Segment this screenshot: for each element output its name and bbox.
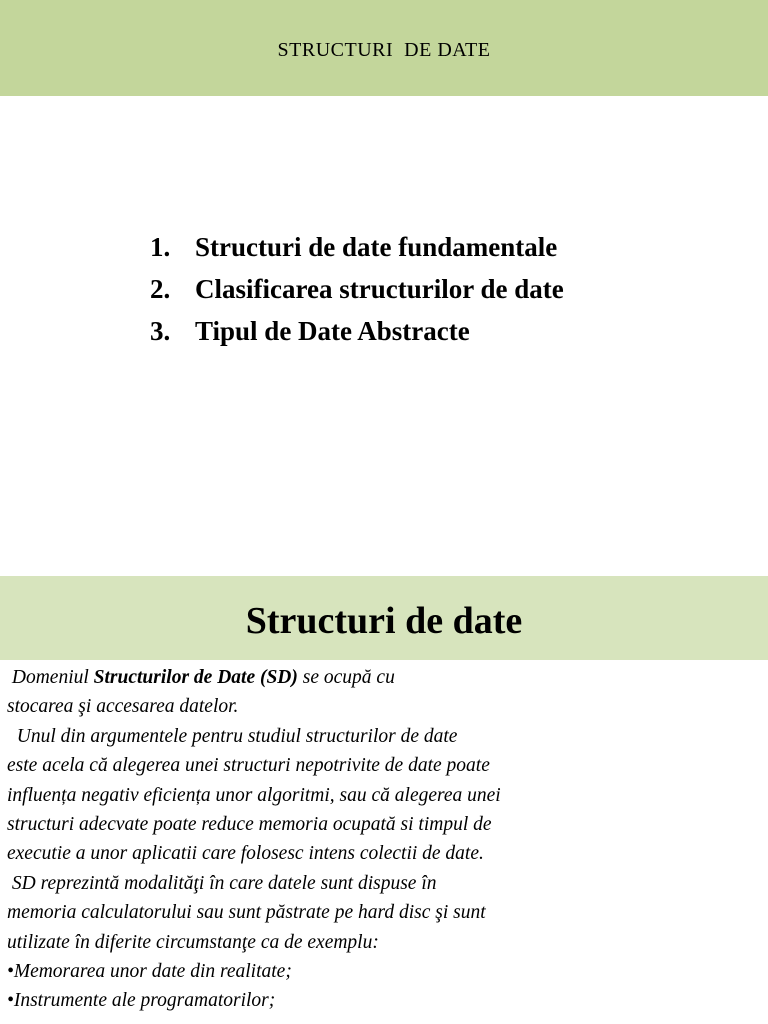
- body-line-emphasis: Structurilor de Date (SD): [93, 667, 298, 688]
- toc-item: [150, 310, 564, 352]
- body-line-continuation: se ocupă cu: [297, 667, 395, 688]
- slide1-title: STRUCTURI DE DATE: [277, 38, 491, 61]
- body-line-intro: Domeniul: [7, 667, 94, 688]
- body-line: este acela că alegerea unei structuri nepotrivite de date poate: [7, 755, 490, 777]
- slide2-title: Structuri de date: [245, 600, 523, 642]
- bullet-line: •Memorarea unor date din realitate;: [7, 961, 292, 983]
- toc-item-number: 2.: [150, 274, 171, 304]
- body-line: stocarea şi accesarea datelor.: [7, 696, 239, 718]
- body-line: memoria calculatorului sau sunt păstrate pe hard disc şi sunt: [7, 902, 486, 924]
- toc-item: [150, 268, 564, 310]
- body-line: executie a unor aplicatii care folosesc intens colectii de date.: [7, 843, 484, 865]
- toc-item: [150, 226, 564, 268]
- toc-item-number: 3.: [150, 316, 171, 346]
- toc-item-text: Tipul de Date Abstracte: [195, 316, 470, 346]
- toc-item-text: Structuri de date fundamentale: [195, 232, 558, 262]
- toc-item-text: Clasificarea structurilor de date: [195, 274, 564, 304]
- slide2-body-text: [7, 663, 627, 1016]
- body-line: [7, 663, 627, 692]
- table-of-contents: [150, 226, 564, 352]
- body-line: SD reprezintă modalităţi în care datele sunt dispuse în: [7, 872, 437, 894]
- bullet-line: •Instrumente ale programatorilor;: [7, 990, 276, 1012]
- slide2-header-band: [0, 576, 768, 660]
- slide1-header-band: [0, 0, 768, 96]
- body-line: Unul din argumentele pentru studiul structurilor de date: [7, 725, 458, 747]
- body-line: utilizate în diferite circumstanţe ca de exemplu:: [7, 931, 379, 953]
- body-line: influența negativ eficiența unor algoritmi, sau că alegerea unei: [7, 784, 501, 806]
- toc-item-number: 1.: [150, 232, 171, 262]
- body-line: structuri adecvate poate reduce memoria ocupată si timpul de: [7, 814, 492, 836]
